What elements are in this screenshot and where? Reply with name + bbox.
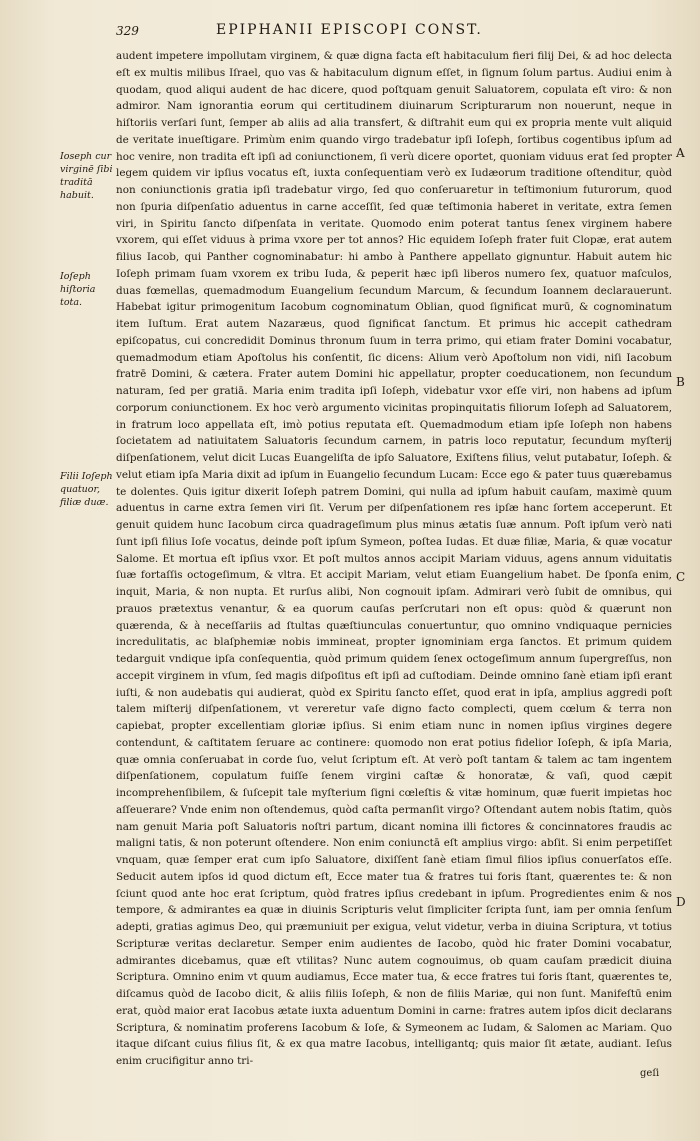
margin-note-ioseph-history: Ioſeph hiſtoria tota. <box>60 271 96 308</box>
section-letter-d: D <box>676 895 686 909</box>
running-head: EPIPHANII EPISCOPI CONST. <box>216 22 483 38</box>
page-number: 329 <box>116 24 139 38</box>
page-header <box>116 24 676 42</box>
section-letter-a: A <box>676 146 685 160</box>
main-text-column <box>116 48 672 1070</box>
margin-note-children: Filii Ioſeph quatuor, filiæ duæ. <box>60 471 113 508</box>
body-paragraph: audent impetere impollutam virginem, & quæ digna facta eſt habitaculum fieri filij Dei, & ad hoc delecta eſt ex multis milibus Iſrael, quo vas & habitaculum dignum eſſet, in ſignum ſolum partus. Audiui enim à quodam, quod aliqui audent de hac dicere, quod poſtquam genuit Saluatorem, copulata eſt viro: & non admiror. Nam ignorantia eorum qui certitudinem diuinarum Scripturarum non nouerunt, neque in hiſtoriis verſari ſunt, ſemper ab aliis ad alia transfert, & diſtrahit eum qui ex propria mente vult aliquid de veritate inueſtigare. Primùm enim quando virgo tradebatur ipſi Ioſeph, ſortibus cogentibus ipſum ad hoc venire, non tradita eſt ipſi ad coniunctionem, ſi verù dicere oportet, quoniam viduus erat ſed propter legem quidem vir ipſius vocatus eſt, iuxta conſequentiam verò ex Iudæorum traditione oſtenditur, quòd non coniunctionis gratia ipſi tradebatur virgo, ſed quo conſeruaretur in teſtimonium futurorum, quod non ſpuria diſpenſatio aduentus in carne acceſſit, ſed quæ teſtimonia haberet in veritate, extra ſemen viri, in Spiritu ſancto diſpenſata in veritate. Quomodo enim poterat tantus ſenex virginem habere vxorem, qui eſſet viduus à prima vxore per tot annos? Hic equidem Ioſeph frater fuit Clopæ, erat autem filius Iacob, qui Panther cognominabatur: hi ambo à Panthere appellato gignuntur. Habuit autem hic Ioſeph primam ſuam vxorem ex tribu Iuda, & peperit hæc ipſi liberos numero ſex, quatuor maſculos, duas fœmellas, quemadmodum Euangelium ſecundum Marcum, & ſecundum Ioannem declarauerunt. Habebat igitur primogenitum Iacobum cognominatum Oblian, quod ſignificat murū, & cognominatum item Iuſtum. Erat autem Nazaræus, quod ſignificat ſanctum. Et primus hic accepit cathedram epiſcopatus, cui concredidit Dominus thronum ſuum in terra primo, qui etiam frater Domini vocabatur, quemadmodum etiam Apoſtolus his conſentit, ſic dicens: Alium verò Apoſtolum non vidi, niſi Iacobum fratrē Domini, & cætera. Frater autem Domini hic appellatur, propter coeducationem, non ſecundum naturam, ſed per gratiā. Maria enim tradita ipſi Ioſeph, videbatur vxor eſſe viri, non habens ad ipſum corporum coniunctionem. Ex hoc verò argumento vicinitas propinquitatis filiorum Ioſeph ad Saluatorem, in fratrum loco appellata eſt, imò potius reputata eſt. Quemadmodum etiam ipſe Ioſeph non habens ſocietatem ad natiuitatem Saluatoris ſecundum carnem, in patris loco reputatur, ſecundum myſterij diſpenſationem, velut dicit Lucas Euangeliſta de ipſo Saluatore, Exiſtens filius, velut putabatur, Ioſeph. & velut etiam ipſa Maria dixit ad ipſum in Euangelio ſecundum Lucam: Ecce ego & pater tuus quærebamus te dolentes. Quis igitur dixerit Ioſeph patrem Domini, qui nulla ad ipſum habuit cauſam, maximè quum aduentus in carne extra ſemen viri ſit. Verum per diſpenſationem res ipſæ hanc ſortem acceperunt. Et genuit quidem hunc Iacobum circa quadrageſimum plus minus ætatis ſuæ annum. Poſt ipſum verò nati ſunt ipſi filius Ioſe vocatus, deinde poſt ipſum Symeon, poſtea Iudas. Et duæ filiæ, Maria, & quæ vocatur Salome. Et mortua eſt ipſius vxor. Et poſt multos annos accipit Mariam viduus, agens annum viduitatis ſuæ fortaſſis octogeſimum, & vltra. Et accipit Mariam, velut etiam Euangelium habet. De ſponſa enim, inquit, Maria, & non nupta. Et rurſus alibi, Non cognouit ipſam. Admirari verò ſubit de omnibus, qui prauos prætextus venantur, & ea quorum cauſas perſcrutari non eſt opus: quòd & quærunt non quærenda, & à neceſſariis ad ſtultas quæſtiunculas conuertuntur, quo omnino vndiquaque pernicies incredulitatis, ac blaſphemiæ nobis immineat, propter ignominiam erga ſanctos. Et primum quidem tedarguit vndique ipſa conſequentia, quòd primum quidem ſenex octogeſimum annum ſupergreſſus, non accepit virginem in vſum, ſed magis diſpoſitus eſt ipſi ad cuſtodiam. Deinde omnino ſanè etiam ipſi erant iuſti, & non audebatis qui audierat, quòd ex Spiritu ſancto eſſet, quod erat in ipſa, amplius aggredi poſt talem miſterij diſpenſationem, vt vereretur vaſe digno facto complecti, quem cœlum & terra non capiebat, propter excellentiam gloriæ ipſius. Si enim etiam nunc in nomen ipſius virgines degere contendunt, & caſtitatem ſeruare ac continere: quomodo non erat potius fidelior Ioſeph, & ipſa Maria, quæ omnia conſeruabat in corde ſuo, velut ſcriptum eſt. At verò poſt tantam & talem ac tam ingentem diſpenſationem, copulatum fuiſſe ſenem virgini caſtæ & honoratæ, & vaſi, quod cæpit incomprehenſibilem, & ſuſcepit tale myſterium ſigni cœleſtis & vitæ hominum, quæ fuerit impietas hoc aſſeuerare? Vnde enim non oſtendemus, quòd caſta permanſit virgo? Oſtendant autem nobis ſtatim, quòs nam genuit Maria poſt Saluatoris noſtri partum, dicant nomina illi fictores & concinnatores fraudis ac maligni tatis, & non poterunt oſtendere. Non enim coniunctā eſt amplius virgo: abſit. Si enim perpetiſſet vnquam, quæ ſemper erat cum ipſo Saluatore, dixiſſent ſanè etiam ſimul filios ipſius conuerſatos eſſe. Seducit autem ipſos id quod dictum eſt, Ecce mater tua & fratres tui foris ſtant, quærentes te: & non ſciunt quod ante hoc erat ſcriptum, quòd fratres ipſius credebant in ipſum. Progredientes enim & nos tempore, & admirantes ea quæ in diuinis Scripturis velut ſimpliciter ſcripta ſunt, iam per omnia ſenſum adepti, gratias agimus Deo, qui præmuniuit per exigua, velut videtur, verba in diuina Scriptura, vt totius Scripturæ veritas declaretur. Semper enim audientes de Iacobo, quòd hic frater Domini vocabatur, admirantes dicebamus, quæ eſt vtilitas? Nunc autem cognouimus, ob quam cauſam prædicit diuina Scriptura. Omnino enim vt quum audiamus, Ecce mater tua, & ecce fratres tui foris ſtant, quærentes te, diſcamus quòd de Iacobo dicit, & aliis filiis Ioſeph, & non de filiis Mariæ, qui non ſunt. Manifeſtū enim erat, quòd maior erat Iacobus ætate iuxta aduentum Domini in carne: fratres autem ipſos dicit declarans Scriptura, & nominatim proferens Iacobum & Ioſe, & Symeonem ac Iudam, & Salomen ac Mariam. Quo itaque diſcant cuius filius ſit, & ex qua matre Iacobus, intelligantq; quis maior ſit ætate, audiant. Ieſus enim crucifigitur anno tri- <box>116 50 672 1067</box>
section-letter-b: B <box>676 375 685 389</box>
catchword: geſi <box>640 1068 660 1079</box>
margin-note-ioseph-virgin: Ioseph cur virginē ſibi traditā habuit. <box>60 151 113 201</box>
section-letter-c: C <box>676 570 686 584</box>
